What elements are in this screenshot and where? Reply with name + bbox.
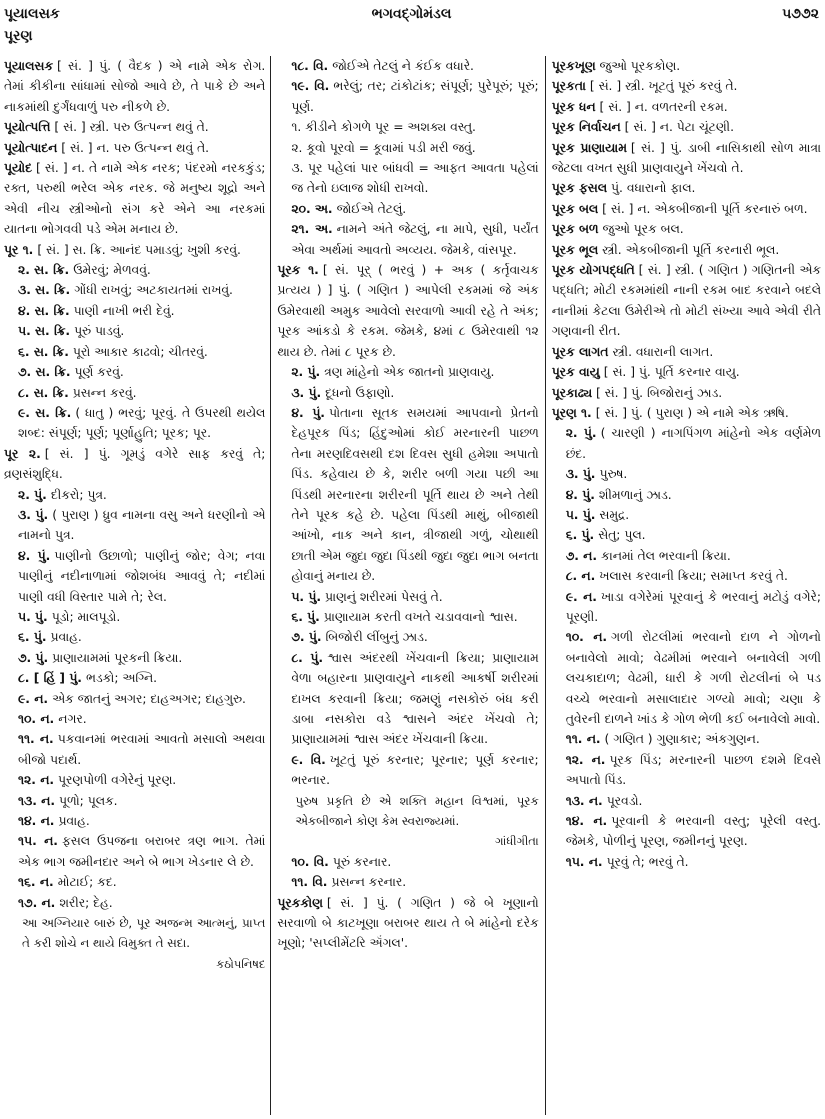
sense-entry — [277, 872, 538, 892]
headword: પૂયોત્પાદન — [4, 140, 58, 155]
dictionary-columns — [4, 56, 821, 1115]
definition: ઉમેરવું; મેળવવું. — [73, 263, 151, 278]
definition: પૂરક પિંડ; મરનારની પાછળ દશમે દિવસે અપાતો પિંડ. — [565, 752, 821, 788]
quotation-source: કઠોપનિષદ — [216, 956, 266, 971]
sense-entry — [4, 872, 265, 892]
dictionary-entry — [4, 56, 265, 117]
headword: પૂરકતા — [551, 79, 586, 94]
sense-entry — [277, 219, 538, 260]
headword: પૂરક લાગત — [551, 344, 609, 359]
headword: ૪. સ. ક્રિ. — [18, 303, 70, 318]
definition: [ સં. ] પું. ( ગણિત ) જે બે ખૂણાનો સરવાળો બે કાટખૂણા બરાબર થાય તે બે માંહેનો દરેક ખૂણો; 'સપ્લીમેંટરિ ઍંગલ'. — [277, 895, 539, 951]
headword: પૂરકખૂણ — [551, 59, 596, 73]
definition: સમુદ્ર. — [599, 507, 630, 522]
headword: પૂરક નિર્વાચન — [551, 120, 621, 135]
sense-entry — [277, 199, 538, 219]
headword: ૪. પું. — [291, 405, 325, 420]
dictionary-entry — [552, 219, 821, 239]
definition: ફસલ ઉપજના બરાબર ત્રણ ભાગ. તેમાં એક ભાગ જમીનદાર અને બે ભાગ ખેડનાર લે છે. — [18, 834, 266, 869]
definition: [ સં. ] પું. ( પુરાણ ) એ નામે એક ઋષિ. — [595, 405, 789, 420]
headword: ૧૦. ન. — [18, 712, 55, 726]
headword: પૂરક બળ — [551, 222, 599, 237]
sense-entry — [277, 383, 538, 403]
definition: [ સં. ] પું. બિજોરાનું ઝાડ. — [595, 385, 723, 400]
dictionary-entry — [4, 138, 265, 158]
dictionary-entry — [552, 362, 821, 382]
definition: જુઓ પૂરકકોણ. — [599, 59, 681, 73]
headword: ૧૩. ન. — [18, 793, 56, 808]
headword: ૩. પું. — [291, 385, 322, 400]
headword: પૂરક ફસલ — [551, 181, 608, 196]
headword: પૂરક ધન — [551, 99, 596, 114]
headword: ૬. પું. — [18, 630, 47, 645]
quotation-source: ગાંધીગીતા — [495, 834, 539, 849]
sense-entry — [277, 587, 538, 607]
definition: ખૂટતું પૂરું કરનાર; પૂરનાર; પૂર્ણ કરનાર; ભરનાર. — [291, 752, 539, 788]
definition: નગર. — [58, 712, 87, 726]
definition: પૂરું કરનાર. — [332, 854, 392, 869]
sense-entry — [4, 403, 265, 444]
definition: ભરેલું; તર; ટાંકોટાંક; સંપૂર્ણ; પુરેપૂરું; પૂરું; પૂર્ણ. — [291, 79, 539, 114]
headword: ૭. પું. — [291, 630, 322, 645]
definition: ગોંધી રાખવું; અટકાયતમાં રાખવું. — [74, 283, 233, 298]
definition: કાનમાં તેલ ભરવાની ક્રિયા. — [601, 548, 731, 563]
quotation: આ અગ્નિયાર બારું છે, પૂર અજન્મ આત્મનું, પ્રાપ્ત તે કરી શોચે ન થાયે વિમુક્ત તે સદા. — [22, 916, 266, 951]
definition: ( પુરાણ ) ધ્રુવ નામના વસુ અને ધરણીનો એ નામનો પુત્ર. — [18, 507, 266, 543]
definition: દીકરો; પુત્ર. — [50, 487, 107, 502]
definition: [ સં. ] ન. વળતરની રકમ. — [599, 99, 728, 114]
definition: પૂડો; માલપૂડો. — [51, 609, 121, 624]
sense-entry — [4, 607, 265, 627]
headword: પૂરક ૧. — [277, 263, 319, 278]
sense-entry — [4, 342, 265, 362]
headword: ૫. પું. — [291, 589, 322, 604]
headword: પૂર ૧. — [4, 242, 34, 257]
definition: ૧. કીડીને કોગળે પૂર = અશક્ય વસ્તુ. — [291, 120, 476, 135]
headword: ૮. સ. ક્રિ. — [18, 385, 69, 400]
headword: ૧૫. ન. — [18, 834, 58, 849]
sense-entry — [4, 546, 265, 607]
definition: પુરુષ. — [599, 467, 628, 482]
definition: [ સં. ] સ્ત્રી. ખૂટતું પૂરું કરવું તે. — [589, 79, 738, 94]
definition: પ્રસન્ન કરવું. — [72, 385, 137, 400]
headword: ૯. વિ. — [291, 752, 326, 767]
headword: ૧૧. ન. — [565, 732, 601, 747]
definition: પોતાના સૂતક સમયમાં આપવાનો પ્રેતનો દેહપૂરક પિંડ; હિંદુઓમાં કોઈ મરનારની પાછળ તેના મરણદિવસથી દશ દિવસ સુધી હમેશા અપાતો પિંડ. કહેવાય છે કે, શરીર બળી ગયા પછી આ પિંડથી મરનારના શરીરની પૂર્તિ થાય છે અને તેથી તેને પૂરક કહે છે. પહેલા પિંડથી માથું, બીજાથી આંખો, નાક અને કાન, ત્રીજાથી ગળું, ચોથાથી છાતી એમ જુદા જુદા પિંડથી જુદા જુદા ભાગ બનતા હોવાનું મનાય છે. — [291, 405, 539, 584]
headword: ૯. સ. ક્રિ. — [18, 405, 72, 420]
definition: ખલાસ કરવાની ક્રિયા; સમાપ્ત કરવું તે. — [599, 569, 788, 584]
column-3 — [545, 56, 821, 1115]
headword: ૩. પું. — [18, 507, 49, 522]
sense-entry — [4, 383, 265, 403]
sense-entry — [552, 423, 821, 464]
sense-entry — [552, 464, 821, 484]
dictionary-entry — [4, 117, 265, 137]
sense-entry — [4, 831, 265, 872]
sense-entry — [552, 729, 821, 749]
idiom-example — [277, 158, 538, 199]
definition: [ સં. ] ન. તે નામે એક નરક; પંદરમો નરકકુંડ; રક્ત, પરુથી ભરેલ એક નરક. જે મનુષ્ય શૂદ્રો અને એવી નીચ સ્ત્રીઓનો સંગ કરે એને આ નરકમાં યાતના ભોગવવી પડે એમ મનાય છે. — [4, 161, 266, 237]
definition: ૩. પૂર પહેલાં પાર બાંધવી = આફત આવતા પહેલાં જ તેનો ઇલાજ શોધી રાખવો. — [291, 161, 539, 196]
definition: પૂરવડો. — [606, 793, 643, 808]
sense-entry — [277, 648, 538, 750]
definition: [ સં. ] પું. ( વૈદક ) એ નામે એક રોગ. તેમાં કીકીના સાંધામાં સોજો આવે છે, તે પાકે છે અને નાકમાંથી દુર્ગંધવાળું પરુ નીકળે છે. — [4, 59, 266, 114]
headword: ૮. [ હિં ] પું. — [18, 671, 82, 686]
dictionary-entry — [552, 76, 821, 96]
sense-entry — [4, 301, 265, 321]
definition: પાણીનો ઉછાળો; પાણીનું જોર; વેગ; નવા પાણીનું નદીનાળામાં જોશબંધ આવવું તે; નદીમાં પાણી વધી વિસ્તાર પામે તે; રેલ. — [18, 548, 266, 604]
definition: પૂરું પાડવું. — [74, 324, 125, 339]
sense-entry — [277, 607, 538, 627]
headword: પૂરકકોણ — [277, 895, 323, 910]
definition: [ સં. ] ન. એકબીજાની પૂર્તિ કરનારું બળ. — [602, 201, 808, 216]
headword: પૂરક યોગપદ્ધતિ — [551, 263, 635, 278]
sense-entry — [277, 76, 538, 117]
sense-entry — [4, 689, 265, 709]
sense-entry — [552, 505, 821, 525]
headword: પૂરક ભૂલ — [551, 242, 599, 257]
headword: ૨. પું. — [565, 426, 597, 441]
dictionary-entry — [277, 893, 538, 954]
headword: ૧૮. વિ. — [291, 59, 329, 73]
definition: પૂર્ણ કરવું. — [74, 365, 124, 380]
definition: બિજોરી લીંબુનું ઝાડ. — [325, 630, 428, 645]
headword: ૨૧. અ. — [291, 222, 333, 237]
headword: ૨. પું. — [18, 487, 47, 502]
page-number: ૫૭૭૨ — [782, 6, 819, 22]
definition: પૂરવાની કે ભરવાની વસ્તુ; પૂરેલી વસ્તુ. જેમકે, પોળીનું પૂરણ, જમીનનું પૂરણ. — [565, 814, 821, 849]
definition: [ સં. ] ન. પરુ ઉત્પન્ન થવું તે. — [61, 140, 210, 155]
headword: ૫. સ. ક્રિ. — [18, 324, 71, 339]
headword: ૬. પું. — [565, 528, 595, 543]
sense-entry — [4, 362, 265, 382]
sense-entry — [552, 852, 821, 872]
headword: ૧૩. ન. — [565, 793, 603, 808]
definition: શ્વાસ અંદરથી ખેંચવાની ક્રિયા; પ્રાણાયામ વેળા બહારના પ્રાણવાયુને નાકથી આકર્ષી શરીરમાં દાખલ કરવાની ક્રિયા; જમણું નસકોરું બંધ કરી ડાબા નસકોરા વડે શ્વાસને અંદર ખેંચવો તે; પ્રાણાયામમાં શ્વાસ અંદર ખેંચવાની ક્રિયા. — [291, 650, 539, 747]
headword: પૂયાલસક — [4, 59, 54, 73]
definition: [ સં. ] સ. ક્રિ. આનંદ પમાડવું; ખુશી કરવું. — [37, 242, 241, 257]
sense-entry — [4, 505, 265, 546]
first-headword: પૂયાલસક — [4, 6, 60, 22]
sense-entry — [277, 403, 538, 587]
definition: પું. વધારાનો ફાલ. — [611, 181, 696, 196]
sense-entry — [4, 811, 265, 831]
definition: [ સં. ] પું. પૂર્તિ કરનાર વાયુ. — [603, 365, 740, 380]
dictionary-entry — [552, 117, 821, 137]
sense-entry — [4, 260, 265, 280]
definition: ( ચારણી ) નાગપિંગળ માંહેનો એક વર્ણમેળ છંદ. — [565, 426, 821, 461]
headword: પૂયોદ — [4, 161, 33, 176]
dictionary-entry — [4, 444, 265, 485]
dictionary-entry — [552, 383, 821, 403]
dictionary-entry — [277, 260, 538, 362]
definition: મોટાઈ; કદ. — [57, 875, 117, 890]
headword: પૂરક બલ — [551, 201, 599, 216]
sense-entry — [552, 566, 821, 586]
definition: પ્રસન્ન કરનાર. — [331, 875, 407, 890]
headword: ૧૪. ન. — [565, 814, 608, 829]
headword: ૩. પું. — [565, 467, 596, 482]
sense-entry — [277, 750, 538, 791]
sense-entry — [552, 546, 821, 566]
definition: જોઈએ તેટલું ને કંઈક વધારે. — [332, 59, 474, 73]
headword: ૧૦. ન. — [565, 630, 608, 645]
headword: ૧૯. વિ. — [291, 79, 330, 94]
dictionary-entry — [552, 403, 821, 423]
book-title: ભગવદ્ગોમંડલ — [371, 6, 452, 22]
sense-entry — [552, 525, 821, 545]
sense-entry — [552, 811, 821, 852]
headword: પૂરક પ્રાણાયામ — [551, 140, 627, 155]
dictionary-entry — [552, 260, 821, 342]
definition: [ સં. ] પું. ડાબી નાસિકાથી સોળ માત્રા જેટલા વખત સુધી પ્રાણવાયુને ખેંચવો તે. — [551, 140, 821, 176]
definition: પ્રાણનું શરીરમાં પેસવું તે. — [325, 589, 443, 604]
headword: ૩. સ. ક્રિ. — [18, 283, 71, 298]
headword: ૯. ન. — [565, 589, 597, 604]
definition: દૂધનો ઉફાણો. — [325, 385, 395, 400]
sense-entry — [552, 791, 821, 811]
definition: ભડકો; અગ્નિ. — [85, 671, 158, 686]
definition: નામને અંતે જેટલું, ના માપે, સુધી, પર્યંત એવા અર્થમાં આવતો અવ્યય. જેમકે, વાંસપૂર. — [291, 222, 539, 257]
definition: ખાડા વગેરેમાં પૂરવાનું કે ભરવાનું મટોડું વગેરે; પૂરણી. — [565, 589, 821, 624]
headword: ૯. ન. — [18, 691, 49, 706]
sense-entry — [4, 485, 265, 505]
headword: ૪. પું. — [18, 548, 51, 563]
definition: [ સં. ] ન. પેટા ચૂંટણી. — [624, 120, 734, 135]
headword: ૨૦. અ. — [291, 201, 333, 216]
headword: ૮. પું. — [291, 650, 324, 665]
dictionary-entry — [552, 342, 821, 362]
headword: ૧૨. ન. — [565, 752, 606, 767]
headword: પૂરણ ૧. — [551, 405, 592, 420]
sense-entry — [4, 791, 265, 811]
sense-entry — [552, 750, 821, 791]
definition: જુઓ પૂરક બલ. — [602, 222, 684, 237]
sense-entry — [4, 893, 265, 913]
definition: ( ગણિત ) ગુણાકાર; અંકગુણન. — [604, 732, 760, 747]
headword: ૧૬. ન. — [18, 875, 54, 890]
definition: સ્ત્રી. એકબીજાની પૂર્તિ કરનારી ભૂલ. — [602, 242, 780, 257]
headword: ૨. સ. ક્રિ. — [18, 263, 70, 278]
headword: ૨. પું. — [291, 365, 321, 380]
idiom-example — [277, 138, 538, 158]
headword: ૪. પું. — [565, 487, 595, 502]
definition: ૨. કૂવો પૂરવો = કૂવામાં પડી મરી જવું. — [291, 140, 476, 155]
last-headword: પૂરણ — [4, 28, 33, 44]
sense-entry — [552, 627, 821, 729]
headword: ૮. ન. — [565, 569, 596, 584]
definition: પકવાનમાં ભરવામાં આવતો મસાલો અથવા બીજો પદાર્થ. — [18, 732, 266, 767]
definition: પૂરણપોળી વગેરેનું પૂરણ. — [58, 773, 177, 788]
headword: ૧૨. ન. — [18, 773, 55, 788]
sense-entry — [4, 321, 265, 341]
definition: [ સં. ] પું. ગૂમડું વગેરે સાફ કરવું તે; વ્રણસંશુદ્ધિ. — [4, 446, 266, 482]
sense-entry — [552, 485, 821, 505]
dictionary-entry — [4, 240, 265, 260]
headword: ૧૪. ન. — [18, 814, 55, 829]
definition: પ્રાણાયામમાં પૂરકની ક્રિયા. — [52, 650, 183, 665]
headword: પૂરક વાયુ — [551, 365, 600, 380]
sense-entry — [4, 709, 265, 729]
headword: ૧૧. વિ. — [291, 875, 328, 890]
headword: ૭. ન. — [565, 548, 598, 563]
headword: ૧૫. ન. — [565, 854, 603, 869]
quotation: પુરુષ પ્રકૃતિ છે એ શક્તિ મહાન વિશ્વમાં, પૂરક એકબીજાને કોણ કેમ સ્વરાજ્યમાં. — [295, 793, 539, 829]
sense-entry — [4, 648, 265, 668]
headword: પૂર ૨. — [4, 446, 41, 461]
headword: ૬. સ. ક્રિ. — [18, 344, 69, 359]
definition: [ સં. પૂર્ ( ભરવું ) + અક ( કર્તૃવાચક પ્રત્યય ) ] પું. ( ગણિત ) આપેલી રકમમાં જે અંક ઉમેરવાથી અમુક આવેલો સરવાળો આવી રહે તે અંક; પૂરક આંકડો કે રકમ. જેમકે, ૪માં ૮ ઉમેરવાથી ૧૨ થાય છે. તેમાં ૮ પૂરક છે. — [277, 263, 539, 359]
definition: પૂળો; પૂલક. — [59, 793, 118, 808]
column-2 — [270, 56, 544, 1115]
sense-entry — [4, 729, 265, 770]
dictionary-entry — [552, 240, 821, 260]
definition: સેતુ; પુલ. — [598, 528, 646, 543]
running-header — [4, 6, 819, 24]
sense-entry — [277, 362, 538, 382]
definition: સ્ત્રી. વધારાની લાગત. — [612, 344, 714, 359]
headword: ૬. પું. — [291, 609, 320, 624]
definition: પ્રાણાયામ કરતી વખતે ચડાવવાનો શ્વાસ. — [323, 609, 518, 624]
definition: જોઈએ તેટલું. — [336, 201, 407, 216]
column-1 — [4, 56, 270, 1115]
dictionary-entry — [4, 158, 265, 240]
sense-entry — [4, 668, 265, 688]
sense-entry — [277, 56, 538, 76]
definition: પૂરો આકાર કાઢવો; ચીતરવું. — [72, 344, 208, 359]
definition: પાણી નાખી ભરી દેવું. — [73, 303, 175, 318]
definition: એક જાતનું અગર; દાહઅગર; દાહગુરુ. — [52, 691, 246, 706]
sense-entry — [4, 770, 265, 790]
definition: [ સં. ] સ્ત્રી. ( ગણિત ) ગણિતની એક પદ્ધતિ; મોટી રકમમાંથી નાની રકમ બાદ કરવાને બદલે નાનીમાં કેટલા ઉમેરીએ તો મોટી સંખ્યા આવે એવી રીતે ગણવાની રીત. — [551, 263, 821, 339]
definition: પૂરવું તે; ભરવું તે. — [606, 854, 689, 869]
definition: પ્રવાહ. — [58, 814, 90, 829]
sense-entry — [277, 852, 538, 872]
headword: ૭. સ. ક્રિ. — [18, 365, 71, 380]
definition: ગળી રોટલીમાં ભરવાનો દાળ ને ગોળનો બનાવેલો માવો; વેઢમીમાં ભરવાને બનાવેલી ગળી લચકાદાળ; વેઢમી, ધારી કે ગળી રોટલીનાં બે પડ વચ્ચે ભરવાનો મસાલાદાર ગળ્યો માવો; ચણા કે તુવેરની દાળને ખાંડ કે ગોળ ભેળી કઈ બનાવેલો માવો. — [565, 630, 821, 726]
sense-entry — [4, 627, 265, 647]
definition: પ્રવાહ. — [50, 630, 82, 645]
sense-entry — [277, 627, 538, 647]
headword: ૫. પું. — [565, 507, 596, 522]
definition: શીમળાનું ઝાડ. — [598, 487, 672, 502]
headword: ૧૭. ન. — [18, 895, 56, 910]
sense-entry — [4, 280, 265, 300]
dictionary-entry — [552, 56, 821, 76]
headword: ૧૦. વિ. — [291, 854, 329, 869]
headword: ૫. પું. — [18, 609, 48, 624]
headword: પૂયોત્પત્તિ — [4, 120, 51, 135]
definition: [ સં. ] સ્ત્રી. પરુ ઉત્પન્ન થવું તે. — [54, 120, 209, 135]
sense-entry — [552, 587, 821, 628]
dictionary-entry — [552, 138, 821, 179]
headword: ૧૧. ન. — [18, 732, 54, 747]
headword: ૭. પું. — [18, 650, 49, 665]
idiom-example — [277, 117, 538, 137]
definition: શરીર; દેહ. — [59, 895, 113, 910]
dictionary-entry — [552, 97, 821, 117]
definition: ( ધાતુ ) ભરવું; પૂરવું. તે ઉપરથી થયેલ શબ્દ: સંપૂર્ણ; પૂર્ણ; પૂર્ણાહુતિ; પૂરક; પૂર. — [18, 405, 266, 441]
dictionary-entry — [552, 178, 821, 198]
dictionary-entry — [552, 199, 821, 219]
definition: ત્રણ માંહેનો એક જાતનો પ્રાણવાયુ. — [324, 365, 495, 380]
headword: પૂરકાઢ્ય — [551, 385, 592, 400]
